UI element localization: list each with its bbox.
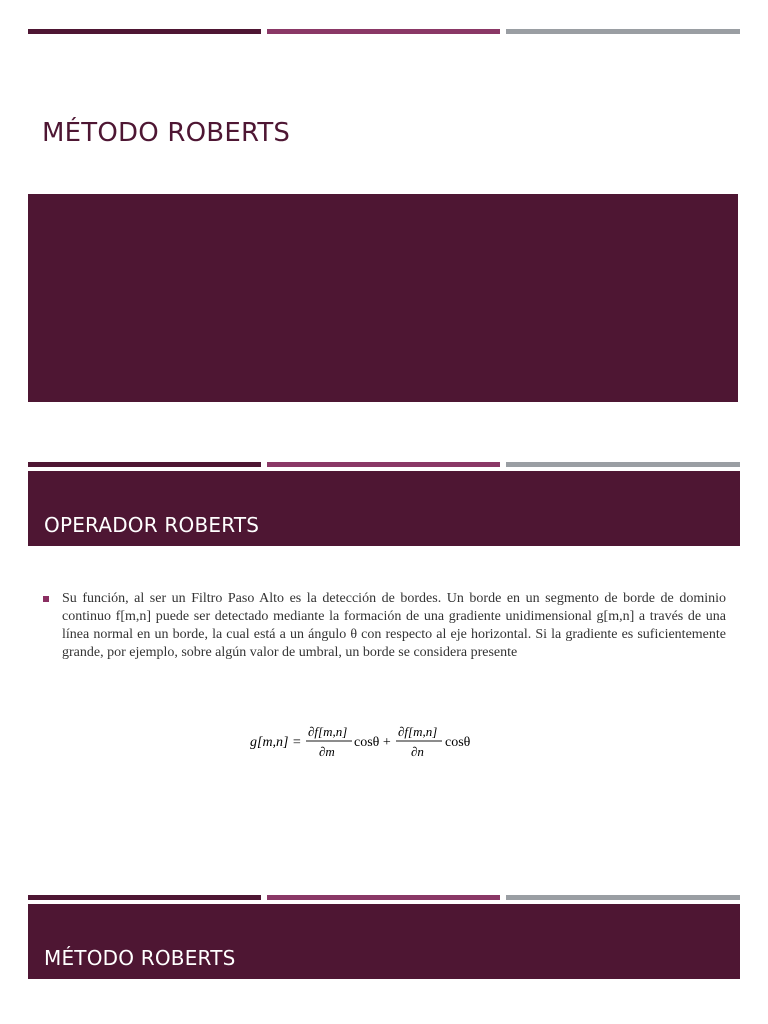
formula-denominator-1: ∂m: [319, 744, 335, 759]
accent-stripe-gray: [506, 462, 740, 467]
header-panel: [28, 471, 740, 546]
accent-stripe-dark: [28, 29, 261, 34]
accent-stripe-magenta: [267, 29, 500, 34]
bullet-icon: [43, 596, 49, 602]
formula-trig-1: cosθ +: [354, 735, 391, 750]
accent-stripe-magenta: [267, 462, 500, 467]
gradient-formula: [250, 718, 480, 766]
formula-lhs: g[m,n] =: [250, 735, 302, 750]
formula-numerator-2: ∂f[m,n]: [398, 724, 438, 739]
bullet-paragraph: Su función, al ser un Filtro Paso Alto es la detección de bordes. Un borde en un segmento de borde de dominio continuo f[m,n] puede ser detectado mediante la formación de una gradiente unidimensional g[m,n] a través de una línea normal en un borde, la cual está a un ángulo θ con respecto al eje horizontal. Si la gradiente es suficientemente grande, por ejemplo, sobre algún valor de umbral, un borde se considera presente: [62, 591, 726, 660]
formula-numerator-1: ∂f[m,n]: [308, 724, 348, 739]
accent-stripe-gray: [506, 895, 740, 900]
formula-trig-2: cosθ: [445, 735, 471, 750]
accent-stripe-dark: [28, 895, 261, 900]
bullet-list: [43, 590, 726, 662]
slide-title: MÉTODO ROBERTS: [44, 946, 236, 970]
slide-title: MÉTODO ROBERTS: [42, 118, 291, 148]
formula-denominator-2: ∂n: [411, 744, 424, 759]
header-panel: [28, 904, 740, 979]
accent-stripe-dark: [28, 462, 261, 467]
accent-stripe-magenta: [267, 895, 500, 900]
accent-stripe-gray: [506, 29, 740, 34]
content-panel: [28, 194, 738, 402]
slide-title: OPERADOR ROBERTS: [44, 513, 260, 537]
